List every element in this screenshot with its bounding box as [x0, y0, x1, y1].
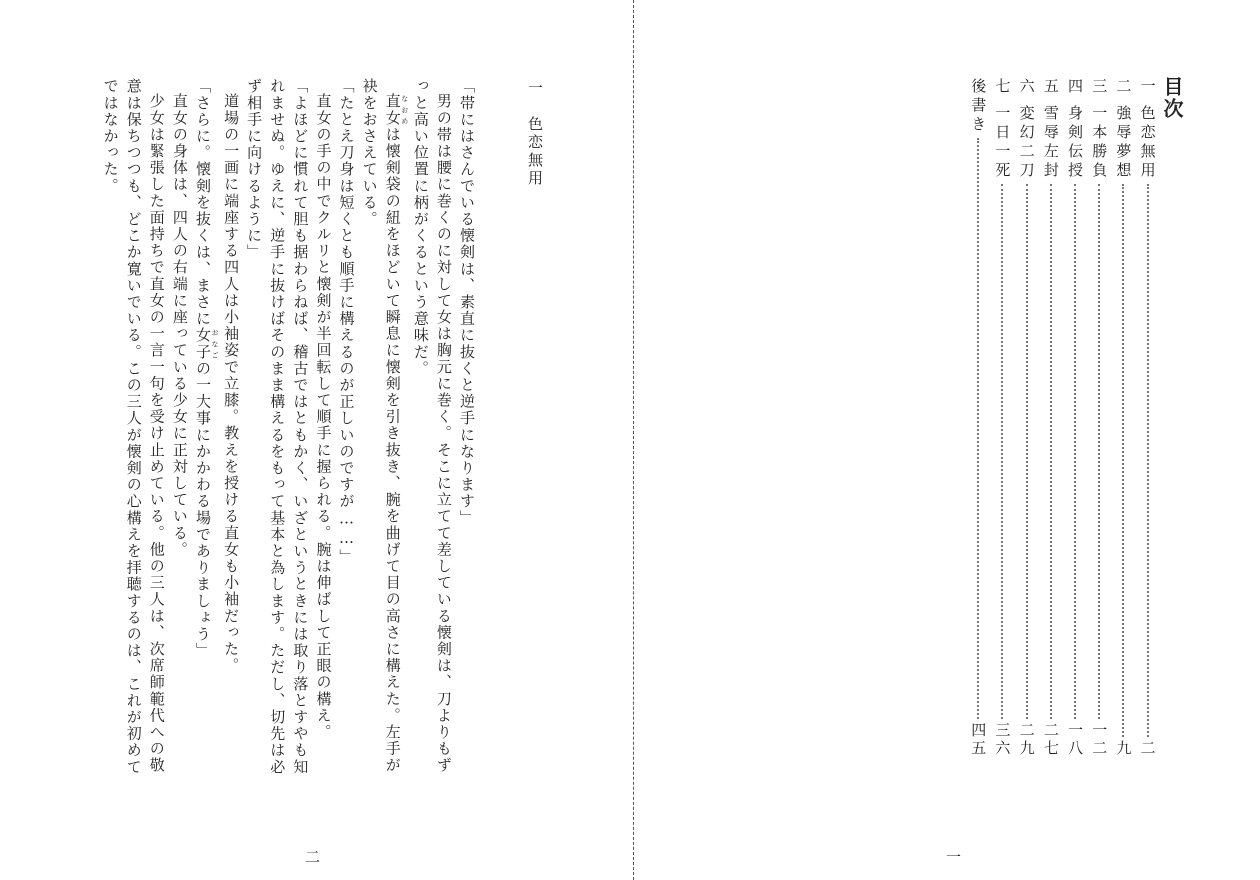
toc-leader-dots [977, 138, 979, 719]
toc-entry-page: 一八 [1066, 722, 1085, 758]
toc-entry-title: 一本勝負 [1090, 105, 1109, 181]
paragraph: 「さらに。懐剣を抜くは、まさに女子 おなごの一大事にかかわる場でありましょう」 [193, 78, 219, 660]
toc-entry[interactable] [1039, 78, 1063, 758]
toc-leader-dots [1050, 184, 1052, 719]
toc-entry-page: 二七 [1041, 722, 1060, 758]
paragraph: 直女 なおめは懐剣袋の紐をほどいて瞬息に懐剣を引き抜き、腕を曲げて目の高さに構えた。左手が袂をおさえている。 [360, 78, 409, 774]
toc-leader-dots [1074, 184, 1076, 719]
ruby-annotation: 女子 おなご [193, 327, 219, 361]
paragraph: 道場の一画に端座する四人は小袖姿で立膝。教えを授ける直女も小袖だった。 [222, 93, 241, 674]
toc-entry-page: 三六 [993, 722, 1012, 758]
paragraph: 男の帯は腰に巻くのに対して女は胸元に巻く。そこに立てて差している懐剣は、刀よりもずっと高い位置に柄がくるという意味だ。 [411, 78, 453, 774]
toc-entry-title: 変幻二刀 [1017, 105, 1036, 181]
toc-entry-number: 三 [1090, 78, 1109, 96]
toc-entry[interactable] [1014, 78, 1038, 758]
ruby-annotation: 直女 なおめ [383, 93, 409, 127]
toc-entry-page: 二 [1138, 740, 1157, 758]
paragraph: 「たとえ刀身は短くとも順手に構えるのが正しいのですが……」 [337, 78, 356, 566]
toc-entry-title: 後書き [969, 78, 988, 135]
page-divider [633, 0, 634, 880]
toc-entry-page: 二九 [1017, 722, 1036, 758]
toc-leader-dots [1001, 184, 1003, 719]
toc-leader-dots [1026, 184, 1028, 719]
toc-leader-dots [1147, 184, 1149, 737]
toc-entry-number: 五 [1041, 78, 1060, 96]
toc-entry-number: 六 [1017, 78, 1036, 96]
toc-entry-number: 一 [1138, 78, 1157, 96]
toc-entry[interactable] [990, 78, 1014, 758]
toc-leader-dots [1122, 184, 1124, 737]
paragraph: 「帯にはさんでいる懐剣は、素直に抜くと逆手になります」 [458, 78, 476, 527]
toc-entry-title: 一日一死 [993, 105, 1012, 181]
page-number-left: 二 [305, 848, 321, 866]
toc-entry-page: 四五 [969, 722, 988, 758]
toc-entry-number: 七 [993, 78, 1012, 96]
toc-entry[interactable] [966, 78, 990, 758]
toc-entry[interactable] [1111, 78, 1135, 758]
toc-entry-title: 身剣伝授 [1066, 105, 1085, 181]
toc-entry[interactable] [1087, 78, 1111, 758]
paragraph: 「よほどに慣れて胆も据わらねば、稽古ではともかく、いざというときには取り落とすやも知れませぬ。ゆえに、逆手に抜けばそのまま構えるをもって基本と為します。ただし、切先は必ず相手に向けるように」 [245, 78, 310, 776]
table-of-contents [966, 78, 1160, 758]
page-number-right: 一 [946, 848, 962, 866]
paragraph: 直女の身体は、四人の右端に座っている少女に正対している。 [170, 93, 189, 558]
body-text [18, 78, 478, 778]
toc-entry-title: 雪辱左封 [1041, 105, 1060, 181]
toc-leader-dots [1098, 184, 1100, 719]
toc-entry-page: 一二 [1090, 722, 1109, 758]
toc-entry-title: 強辱夢想 [1114, 105, 1133, 181]
toc-entry-page: 九 [1114, 740, 1133, 758]
paragraph: 直女の手の中でクルリと懐剣が半回転して順手に握られる。腕は伸ばして正眼の構え。 [314, 93, 333, 741]
toc-entry[interactable] [1063, 78, 1087, 758]
toc-title: 目次 [1160, 76, 1184, 120]
paragraph: 少女は緊張した面持ちで直女の一言一句を受け止めている。他の三人は、次席師範代への敬意は保ちつつも、どこか寛いでいる。この三人が懐剣の心構えを拝聴するのは、これが初めてではなかった。 [101, 78, 166, 776]
toc-entry[interactable] [1135, 78, 1159, 758]
toc-entry-title: 色恋無用 [1138, 105, 1157, 181]
toc-entry-number: 二 [1114, 78, 1133, 96]
chapter-heading: 一 色恋無用 [526, 80, 544, 188]
toc-entry-number: 四 [1066, 78, 1085, 96]
